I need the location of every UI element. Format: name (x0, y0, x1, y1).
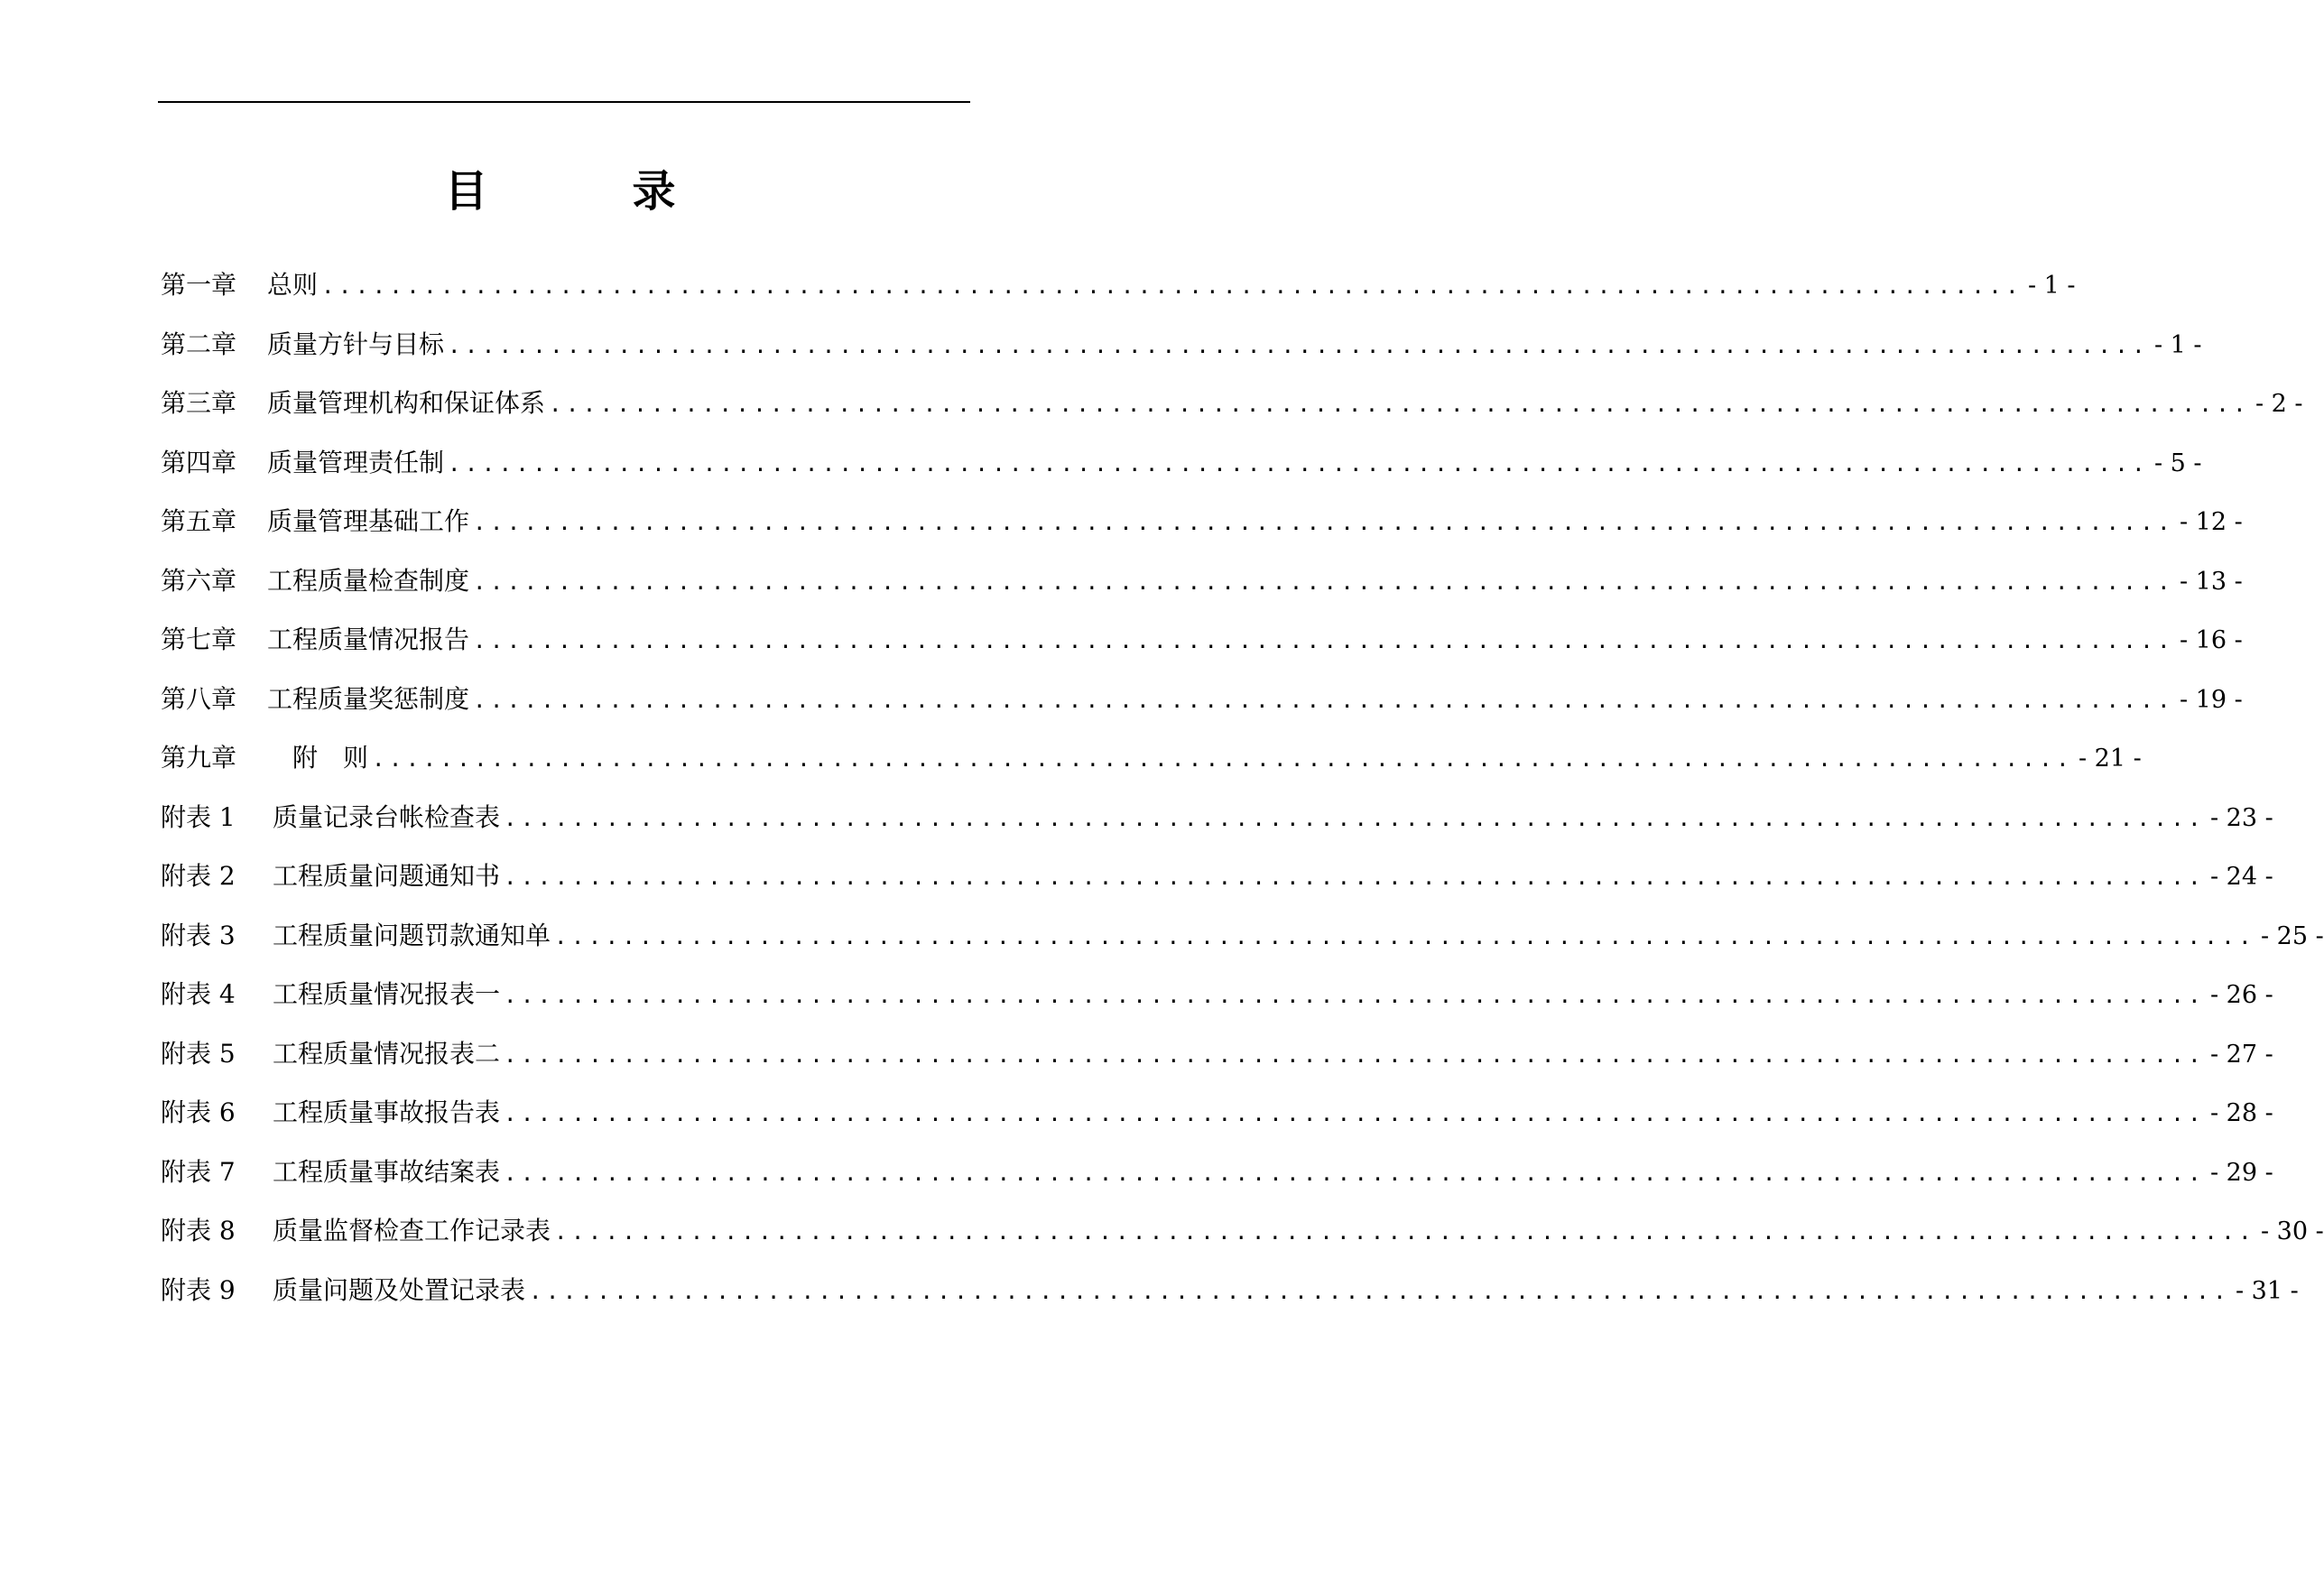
entry-title: 工程质量情况报告 (267, 625, 470, 654)
dot-leader: .................................................................................................... (504, 1041, 2205, 1068)
toc-entry-chapter-5[interactable] (161, 492, 2243, 551)
toc-entry-chapter-4[interactable] (161, 433, 2202, 493)
entry-number: 附表 5 (161, 1038, 236, 1069)
toc-entry-appendix-1[interactable] (161, 788, 2273, 847)
entry-number: 附表 9 (161, 1274, 236, 1305)
dot-leader: .................................................................................................... (504, 1101, 2205, 1126)
toc-entry-appendix-7[interactable] (161, 1143, 2273, 1202)
dot-leader: .................................................................................................... (554, 923, 2255, 949)
toc-entry-chapter-8[interactable] (161, 670, 2243, 729)
entry-title: 附 则 (267, 743, 369, 773)
entry-title: 工程质量事故报告表 (273, 1097, 501, 1127)
entry-number: 第一章 (161, 270, 237, 300)
table-of-contents (161, 255, 2324, 1319)
page-number: - 21 - (2078, 745, 2142, 773)
entry-number: 第三章 (161, 388, 237, 418)
entry-number: 附表 2 (161, 861, 236, 891)
entry-number: 附表 6 (161, 1097, 236, 1127)
dot-leader: .................................................................................................... (504, 805, 2205, 831)
dot-leader: .................................................................................................... (504, 865, 2205, 890)
dot-leader: .................................................................................................... (473, 628, 2174, 653)
page-number: - 25 - (2260, 921, 2324, 950)
dot-leader: .................................................................................................... (504, 1160, 2205, 1186)
page-number: - 24 - (2209, 863, 2273, 891)
dot-leader: .................................................................................................... (448, 332, 2149, 358)
page-number: - 31 - (2235, 1276, 2299, 1305)
entry-title: 工程质量情况报表一 (273, 979, 501, 1009)
entry-number: 第二章 (161, 329, 237, 359)
dot-leader: .................................................................................................... (554, 1219, 2255, 1245)
toc-entry-chapter-3[interactable] (161, 374, 2303, 433)
toc-entry-appendix-9[interactable] (161, 1261, 2299, 1320)
entry-title: 总则 (267, 270, 319, 300)
entry-number: 附表 1 (161, 801, 236, 832)
header-rule (158, 101, 970, 103)
entry-number: 第八章 (161, 683, 237, 714)
page-number: - 1 - (2153, 330, 2202, 359)
entry-title: 质量记录台帐检查表 (273, 801, 501, 832)
entry-title: 质量管理责任制 (267, 447, 445, 477)
entry-number: 第四章 (161, 447, 237, 477)
toc-entry-chapter-9[interactable] (161, 728, 2142, 788)
toc-entry-appendix-5[interactable] (161, 1024, 2273, 1084)
dot-leader: .................................................................................................... (473, 569, 2174, 595)
page-number: - 19 - (2179, 685, 2243, 714)
dot-leader: .................................................................................................... (529, 1278, 2230, 1304)
page-number: - 29 - (2209, 1158, 2273, 1187)
page-title: 目 录 (444, 166, 727, 218)
toc-entry-chapter-1[interactable] (161, 255, 2076, 315)
dot-leader: .................................................................................................... (504, 983, 2205, 1008)
entry-title: 工程质量事故结案表 (273, 1156, 501, 1187)
toc-entry-appendix-3[interactable] (161, 906, 2324, 966)
page-number: - 12 - (2179, 508, 2243, 536)
entry-title: 质量管理基础工作 (267, 506, 470, 536)
entry-title: 工程质量问题通知书 (273, 861, 501, 891)
dot-leader: .................................................................................................... (473, 510, 2174, 535)
page-number: - 5 - (2153, 449, 2202, 477)
toc-entry-appendix-2[interactable] (161, 847, 2273, 906)
page-number: - 13 - (2179, 567, 2243, 596)
entry-number: 第九章 (161, 743, 237, 773)
entry-number: 第六章 (161, 565, 237, 596)
dot-leader: .................................................................................................... (473, 687, 2174, 713)
page-number: - 27 - (2209, 1040, 2273, 1069)
toc-entry-appendix-6[interactable] (161, 1083, 2273, 1143)
page-number: - 23 - (2209, 803, 2273, 832)
toc-entry-chapter-6[interactable] (161, 551, 2243, 611)
page-number: - 30 - (2260, 1217, 2324, 1245)
entry-title: 工程质量情况报表二 (273, 1038, 501, 1069)
entry-title: 工程质量奖惩制度 (267, 683, 470, 714)
dot-leader: .................................................................................................... (321, 273, 2023, 299)
entry-number: 附表 7 (161, 1156, 236, 1187)
dot-leader: .................................................................................................... (448, 450, 2149, 477)
entry-title: 质量方针与目标 (267, 329, 445, 359)
dot-leader: .................................................................................................... (549, 392, 2250, 417)
page-number: - 2 - (2255, 390, 2303, 418)
page-number: - 16 - (2179, 626, 2243, 654)
entry-number: 附表 3 (161, 920, 236, 950)
toc-entry-chapter-2[interactable] (161, 315, 2202, 375)
entry-number: 附表 8 (161, 1216, 236, 1245)
dot-leader: .................................................................................................... (372, 746, 2073, 772)
toc-entry-chapter-7[interactable] (161, 610, 2243, 670)
entry-title: 质量管理机构和保证体系 (267, 388, 546, 418)
entry-title: 质量监督检查工作记录表 (273, 1216, 551, 1245)
entry-title: 工程质量检查制度 (267, 565, 470, 596)
entry-title: 工程质量问题罚款通知单 (273, 920, 551, 950)
page-number: - 1 - (2027, 272, 2076, 300)
entry-number: 第七章 (161, 625, 237, 654)
entry-number: 第五章 (161, 506, 237, 536)
entry-number: 附表 4 (161, 979, 236, 1009)
toc-entry-appendix-8[interactable] (161, 1201, 2324, 1261)
page-number: - 28 - (2209, 1099, 2273, 1127)
entry-title: 质量问题及处置记录表 (273, 1274, 526, 1305)
toc-entry-appendix-4[interactable] (161, 965, 2273, 1024)
page-number: - 26 - (2209, 981, 2273, 1009)
